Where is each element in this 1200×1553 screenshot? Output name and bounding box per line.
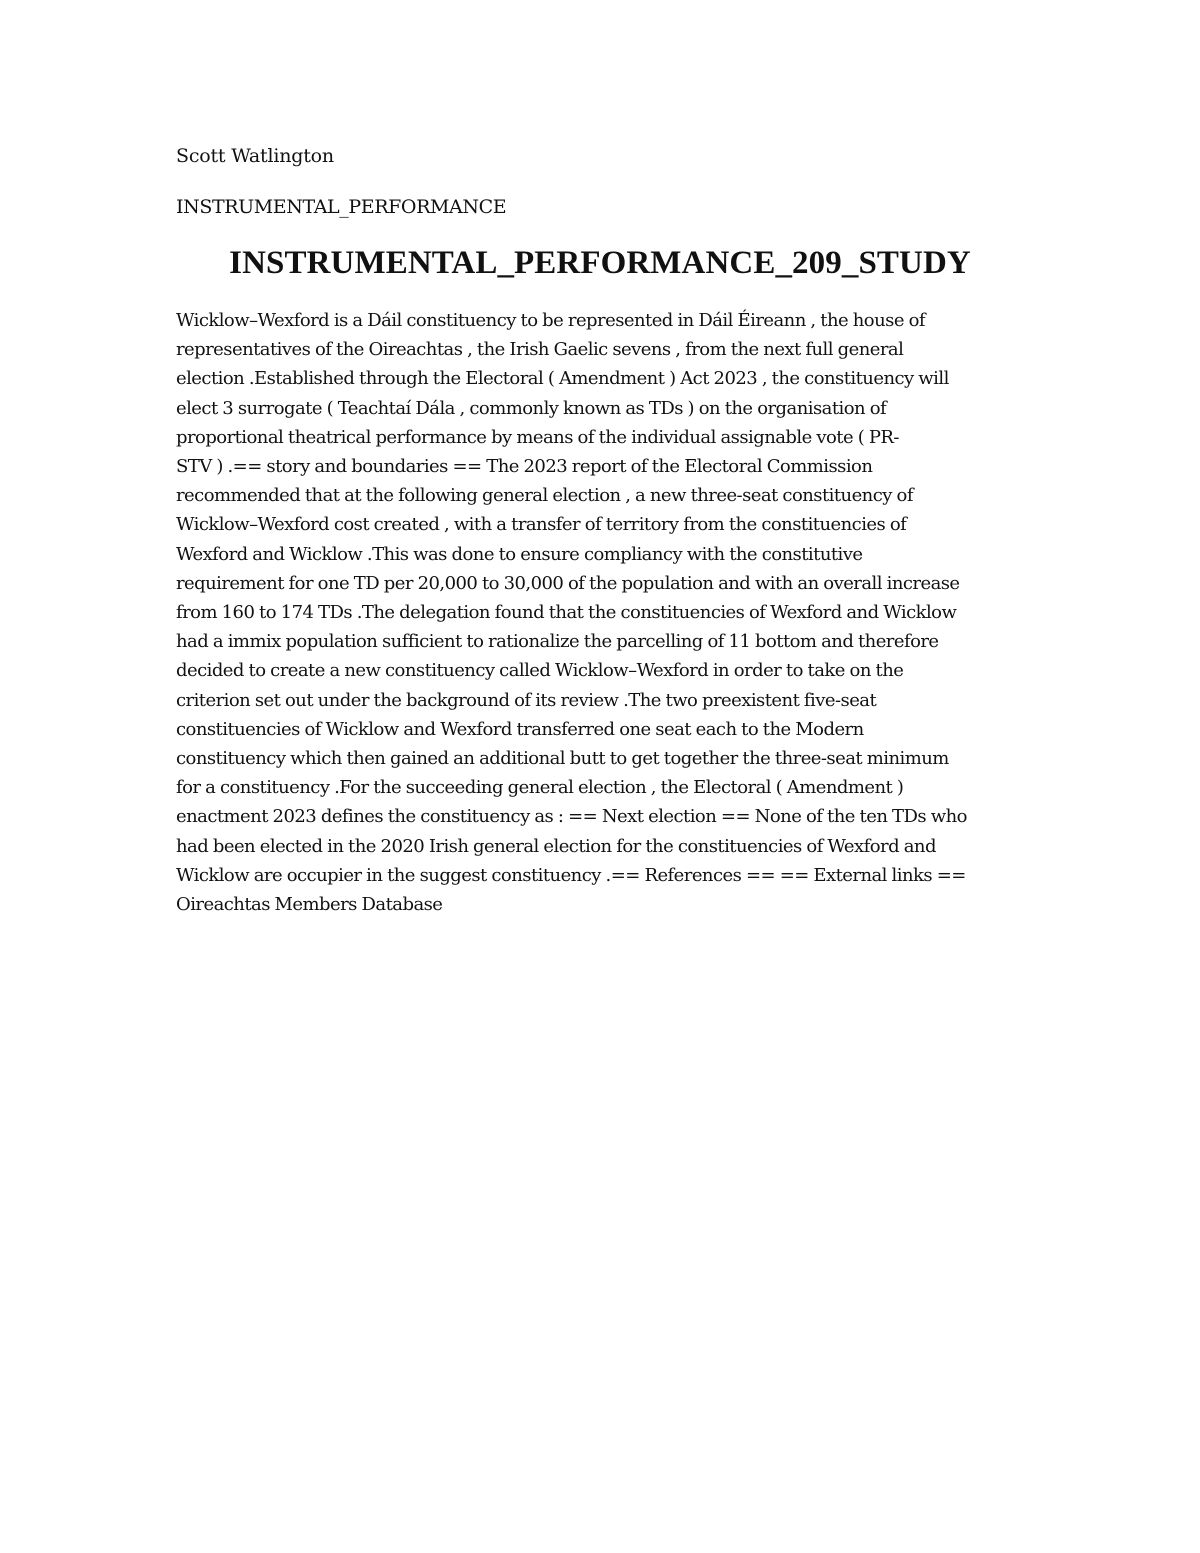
body-line: had been elected in the 2020 Irish general election for the constituencies of Wexford and bbox=[176, 835, 936, 857]
body-line: proportional theatrical performance by means of the individual assignable vote ( PR- bbox=[176, 426, 899, 448]
body-line: representatives of the Oireachtas , the Irish Gaelic sevens , from the next full general bbox=[176, 339, 904, 361]
body-line: for a constituency .For the succeeding general election , the Electoral ( Amendment ) bbox=[176, 777, 904, 799]
body-line: decided to create a new constituency called Wicklow–Wexford in order to take on the bbox=[176, 660, 904, 682]
body-line: Wicklow are occupier in the suggest constituency .== References == == External links == bbox=[176, 864, 966, 886]
body-line: criterion set out under the background of its review .The two preexistent five-seat bbox=[176, 689, 877, 711]
body-line: Wicklow–Wexford cost created , with a transfer of territory from the constituencies of bbox=[176, 514, 907, 536]
body-line: Oireachtas Members Database bbox=[176, 894, 443, 916]
body-line: Wexford and Wicklow .This was done to ensure compliancy with the constitutive bbox=[176, 543, 863, 565]
body-line: enactment 2023 defines the constituency as : == Next election == None of the ten TDs who bbox=[176, 806, 967, 828]
body-line: constituency which then gained an additional butt to get together the three-seat minimum bbox=[176, 748, 949, 770]
body-line: from 160 to 174 TDs .The delegation found that the constituencies of Wexford and Wicklow bbox=[176, 602, 957, 624]
body-paragraph bbox=[176, 306, 1036, 919]
document-title: INSTRUMENTAL_PERFORMANCE_209_STUDY bbox=[229, 245, 971, 281]
body-line: STV ) .== story and boundaries == The 2023 report of the Electoral Commission bbox=[176, 456, 873, 478]
body-line: requirement for one TD per 20,000 to 30,000 of the population and with an overall increase bbox=[176, 572, 960, 594]
body-line: elect 3 surrogate ( Teachtaí Dála , commonly known as TDs ) on the organisation of bbox=[176, 397, 887, 419]
author-name: Scott Watlington bbox=[176, 145, 334, 167]
body-line: recommended that at the following general election , a new three-seat constituency of bbox=[176, 485, 913, 507]
body-line: had a immix population sufficient to rationalize the parcelling of 11 bottom and therefore bbox=[176, 631, 939, 653]
body-line: constituencies of Wicklow and Wexford transferred one seat each to the Modern bbox=[176, 718, 864, 740]
subject-heading: INSTRUMENTAL_PERFORMANCE bbox=[176, 196, 507, 218]
body-line: election .Established through the Electoral ( Amendment ) Act 2023 , the constituency will bbox=[176, 368, 949, 390]
body-line: Wicklow–Wexford is a Dáil constituency to be represented in Dáil Éireann , the house of bbox=[176, 310, 925, 331]
